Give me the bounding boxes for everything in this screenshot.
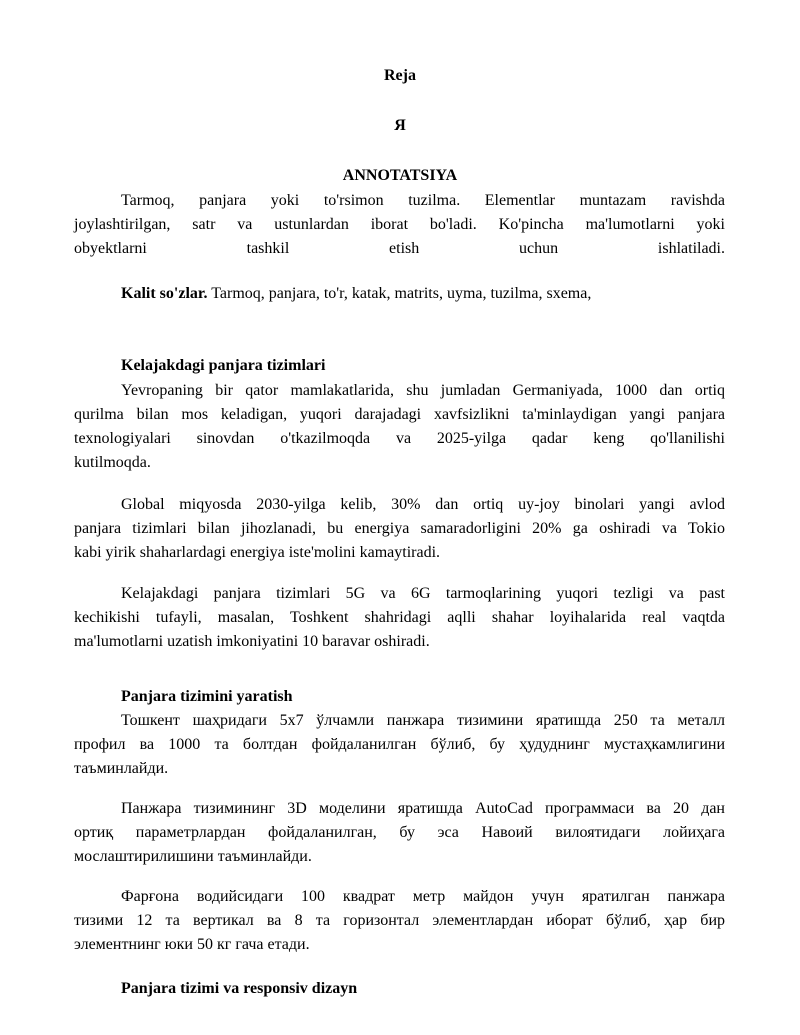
text-line: элементнинг юки 50 кг гача етади. <box>74 936 310 953</box>
text-line: qurilma bilan mos keladigan, yuqori darajadagi xavfsizlikni ta'minlaydigan yangi panjara <box>74 406 725 423</box>
text-line: kabi yirik shaharlardagi energiya iste'molini kamaytiradi. <box>74 544 441 561</box>
paragraph <box>74 709 725 781</box>
text-line: профил ва 1000 та болтдан фойдаланилган бўлиб, бу ҳудуднинг мустаҳкамлигини <box>74 736 725 753</box>
text-line: Global miqyosda 2030-yilga kelib, 30% dan ortiq uy-joy binolari yangi avlod <box>121 496 725 513</box>
document-title: Reja <box>384 67 416 84</box>
text-line: Фарғона водийсидаги 100 квадрат метр майдон учун яратилган панжара <box>121 888 725 905</box>
text-line: ортиқ параметрлардан фойдаланилган, бу эса Навоий вилоятидаги лойиҳага <box>74 824 725 841</box>
annotation-paragraph <box>74 189 725 261</box>
paragraph <box>74 797 725 869</box>
section-heading: Panjara tizimi va responsiv dizayn <box>121 980 358 997</box>
keywords-text: Tarmoq, panjara, to'r, katak, matrits, uyma, tuzilma, sxema, <box>207 285 592 302</box>
text-line: таъминлайди. <box>74 760 169 777</box>
text-line: panjara tizimlari bilan jihozlanadi, bu energiya samaradorligini 20% ga oshiradi va Tokio <box>74 520 725 537</box>
text-line: Tarmoq, panjara yoki to'rsimon tuzilma. Elementlar muntazam ravishda <box>121 192 725 209</box>
text-line: obyektlarni tashkil etish uchun ishlatiladi. <box>74 240 725 257</box>
text-line: Kelajakdagi panjara tizimlari 5G va 6G tarmoqlarining yuqori tezligi va past <box>121 585 725 602</box>
text-line: Панжара тизимининг 3D моделини яратишда AutoCad программаси ва 20 дан <box>121 800 725 817</box>
text-line: joylashtirilgan, satr va ustunlardan iborat bo'ladi. Ko'pincha ma'lumotlarni yoki <box>74 216 725 233</box>
paragraph <box>74 885 725 957</box>
paragraph <box>74 582 725 654</box>
keywords-label: Kalit so'zlar. <box>121 285 208 302</box>
text-line: ma'lumotlarni uzatish imkoniyatini 10 baravar oshiradi. <box>74 633 430 650</box>
text-line: texnologiyalari sinovdan o'tkazilmoqda va 2025-yilga qadar keng qo'llanilishi <box>74 430 725 447</box>
paragraph <box>74 379 725 475</box>
text-line: kutilmoqda. <box>74 454 151 471</box>
section-heading: Panjara tizimini yaratish <box>121 688 293 705</box>
section-heading: Kelajakdagi panjara tizimlari <box>121 357 326 374</box>
text-line: Yevropaning bir qator mamlakatlarida, shu jumladan Germaniyada, 1000 dan ortiq <box>121 382 725 399</box>
document-letter: Я <box>394 117 406 134</box>
keywords-paragraph <box>74 282 725 306</box>
text-line: мослаштирилишини таъминлайди. <box>74 848 312 865</box>
text-line: Тошкент шаҳридаги 5x7 ўлчамли панжара тизимини яратишда 250 та металл <box>121 712 725 729</box>
paragraph <box>74 493 725 565</box>
text-line: тизими 12 та вертикал ва 8 та горизонтал элементлардан иборат бўлиб, ҳар бир <box>74 912 725 929</box>
annotation-heading: ANNOTATSIYA <box>342 167 458 184</box>
text-line: kechikishi tufayli, masalan, Toshkent shahridagi aqlli shahar loyihalarida real vaqtda <box>74 609 725 626</box>
